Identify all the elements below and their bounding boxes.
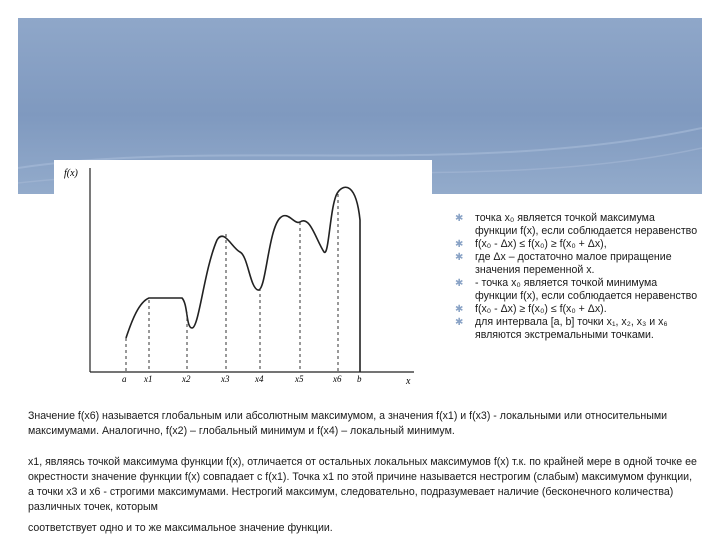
bullet-item: [455, 303, 700, 316]
bullet-star-icon: ✱: [455, 252, 464, 263]
bullet-text: - точка x₀ является точкой минимума функции f(x), если соблюдается неравенство: [475, 277, 698, 302]
bullet-text: f(x₀ - Δx) ≤ f(x₀) ≥ f(x₀ + Δx),: [475, 238, 607, 250]
bullet-star-icon: ✱: [455, 304, 464, 315]
bullet-item: [455, 238, 700, 251]
bullet-star-icon: ✱: [455, 278, 464, 289]
bullet-list: [455, 212, 700, 342]
tick-label: x5: [295, 374, 304, 384]
tick-label: x4: [255, 374, 264, 384]
bullet-text: точка x₀ является точкой максимума функции f(x), если соблюдается неравенство: [475, 212, 698, 237]
bullet-item: [455, 277, 700, 303]
tick-label: b: [357, 374, 362, 384]
paragraph-conclusion: соответствует одно и то же максимальное значение функции.: [28, 522, 333, 534]
function-curve: [126, 187, 360, 372]
diagram-svg: [54, 160, 432, 398]
tick-label: x2: [182, 374, 191, 384]
bullet-text: для интервала [a, b] точки x₁, x₂, x₃ и x₆ являются экстремальными точками.: [475, 316, 668, 341]
y-axis-label: f(x): [64, 168, 78, 179]
bullet-text: где Δx – достаточно малое приращение значения переменной x.: [475, 251, 672, 276]
paragraph-nonstrict-max: x1, являясь точкой максимума функции f(x), отличается от остальных локальных максимумов f(x) т.к. по крайней мере в одной точке ее окрестности значение функции f(x) совпадает с f(x1). Точка x1 по этой причине называется нестрогим (слабым) максимумом функции, а точки x3 и x6 - строгими максимумами. Нестрогий максимум, следовательно, подразумевает наличие (бесконечного количества) различных точек, которым: [28, 456, 697, 513]
bullet-text: f(x₀ - Δx) ≥ f(x₀) ≤ f(x₀ + Δx).: [475, 303, 607, 315]
bullet-item: [455, 251, 700, 277]
bullet-item: [455, 316, 700, 342]
x-axis-label: x: [406, 376, 411, 387]
tick-label: a: [122, 374, 127, 384]
tick-label: x1: [144, 374, 153, 384]
bullet-star-icon: ✱: [455, 239, 464, 250]
tick-label: x6: [333, 374, 342, 384]
bullet-item: [455, 212, 700, 238]
bullet-star-icon: ✱: [455, 317, 464, 328]
bullet-star-icon: ✱: [455, 213, 464, 224]
function-extrema-diagram: [54, 160, 432, 398]
tick-label: x3: [221, 374, 230, 384]
paragraph-global-max: Значение f(x6) называется глобальным или абсолютным максимумом, а значения f(x1) и f(x3) - локальными или относительными максимумами. Аналогично, f(x2) – глобальный минимум и f(x4) – локальный минимум.: [28, 410, 668, 437]
